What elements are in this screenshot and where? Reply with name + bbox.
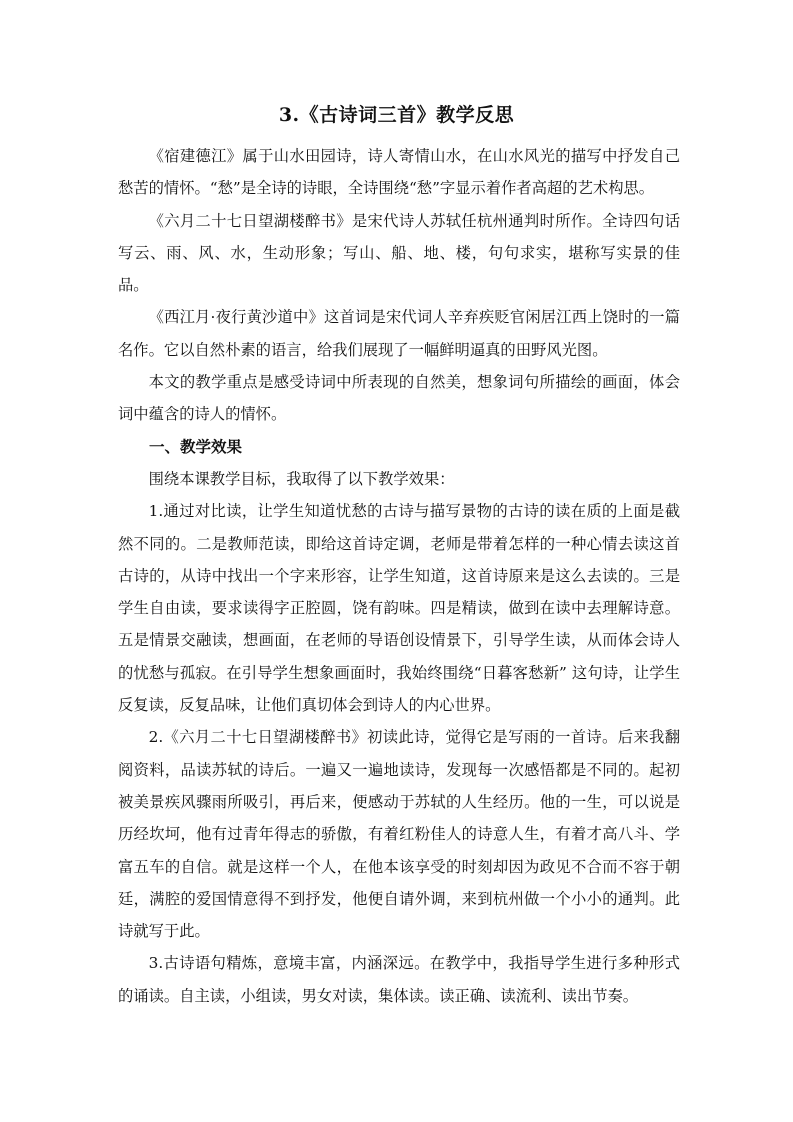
paragraph-xi-jiang-yue: 《西江月·夜行黄沙道中》这首词是宋代词人辛弃疾贬官闲居江西上饶时的一篇名作。它以自然朴素的语言，给我们展现了一幅鲜明逼真的田野风光图。: [118, 308, 680, 359]
paragraph-teaching-focus: 本文的教学重点是感受诗词中所表现的自然美，想象词句所描绘的画面，体会词中蕴含的诗人的情怀。: [118, 373, 680, 424]
document-body: [118, 140, 680, 1012]
paragraph-su-jian-de-jiang: 《宿建德江》属于山水田园诗，诗人寄情山水，在山水风光的描写中抒发自己愁苦的情怀。“愁”是全诗的诗眼，全诗围绕“愁”字显示着作者高超的艺术构思。: [118, 147, 680, 198]
list-item-1: 1.通过对比读，让学生知道忧愁的古诗与描写景物的古诗的读在质的上面是截然不同的。二是教师范读，即给这首诗定调，老师是带着怎样的一种心情去读这首古诗的，从诗中找出一个字来形容，让学生知道，这首诗原来是这么去读的。三是学生自由读，要求读得字正腔圆，饶有韵味。四是精读，做到在读中去理解诗意。五是情景交融读，想画面，在老师的导语创设情景下，引导学生读，从而体会诗人的忧愁与孤寂。在引导学生想象画面时，我始终围绕“日暮客愁新” 这句诗，让学生反复读，反复品味，让他们真切体会到诗人的内心世界。: [118, 502, 680, 715]
page-title: 3.《古诗词三首》教学反思: [278, 104, 515, 126]
section-heading-teaching-effect: 一、教学效果: [149, 436, 243, 456]
list-item-3: 3.古诗语句精炼，意境丰富，内涵深远。在教学中，我指导学生进行多种形式的诵读。自主读，小组读，男女对读，集体读。读正确、读流利、读出节奏。: [118, 954, 680, 1005]
paragraph-wang-hu-lou: 《六月二十七日望湖楼醉书》是宋代诗人苏轼任杭州通判时所作。全诗四句话写云、雨、风、水，生动形象；写山、船、地、楼，句句求实，堪称写实景的佳品。: [118, 211, 680, 295]
paragraph-intro: 围绕本课教学目标，我取得了以下教学效果：: [148, 469, 455, 488]
list-item-2: 2.《六月二十七日望湖楼醉书》初读此诗，觉得它是写雨的一首诗。后来我翻阅资料，品读苏轼的诗后。一遍又一遍地读诗，发现每一次感悟都是不同的。起初被美景疾风骤雨所吸引，再后来，便感动于苏轼的人生经历。他的一生，可以说是历经坎坷，他有过青年得志的骄傲，有着红粉佳人的诗意人生，有着才高八斗、学富五车的自信。就是这样一个人，在他本该享受的时刻却因为政见不合而不容于朝廷，满腔的爱国情意得不到抒发，他便自请外调，来到杭州做一个小小的通判。此诗就写于此。: [118, 728, 680, 941]
